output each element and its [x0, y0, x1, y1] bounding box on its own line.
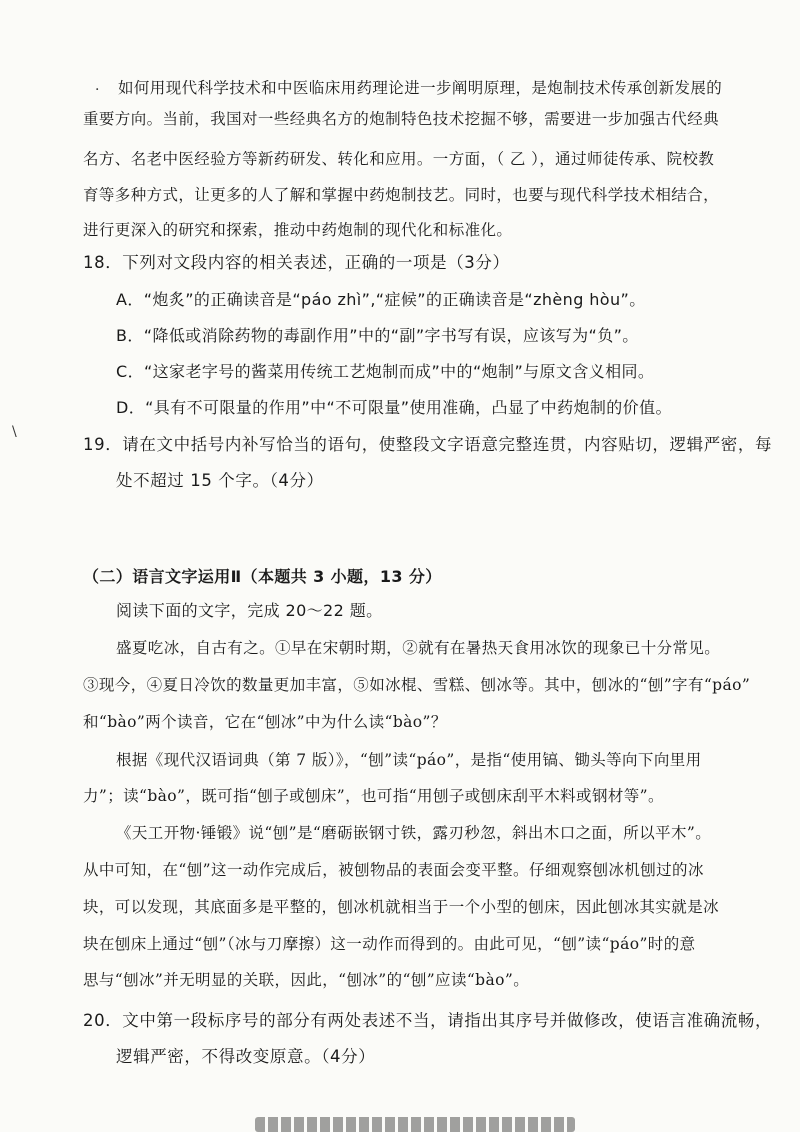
question-18-option-d: D．“具有不可限量的作用”中“不可限量”使用准确，凸显了中药炮制的价值。 [116, 398, 672, 417]
section-2-instruction: 阅读下面的文字，完成 20～22 题。 [116, 601, 383, 620]
passage2-line: ③现今，④夏日冷饮的数量更加丰富，⑤如冰棍、雪糕、刨冰等。其中，刨冰的“刨”字有“páo” [83, 676, 751, 694]
page-footer-cutoff [255, 1117, 575, 1132]
passage2-line: 根据《现代汉语词典（第 7 版）》，“刨”读“páo”，是指“使用镐、锄头等向下向里用 [116, 751, 702, 769]
passage2-line: 盛夏吃冰，自古有之。①早在宋朝时期，②就有在暑热天食用冰饮的现象已十分常见。 [116, 639, 721, 657]
passage1-line: 进行更深入的研究和探索，推动中药炮制的现代化和标准化。 [83, 221, 513, 239]
question-20-stem-cont: 逻辑严密，不得改变原意。（4分） [116, 1047, 376, 1066]
passage2-line: 块，可以发现，其底面多是平整的，刨冰机就相当于一个小型的刨床，因此刨冰其实就是冰 [83, 898, 720, 916]
question-19-stem-cont: 处不超过 15 个字。（4分） [116, 471, 324, 490]
passage2-line: 思与“刨冰”并无明显的关联，因此，“刨冰”的“刨”应读“bào”。 [83, 971, 530, 989]
passage2-line: 《天工开物·锤锻》说“刨”是“磨砺嵌钢寸铁，露刃秒忽，斜出木口之面，所以平木”。 [116, 824, 712, 842]
question-18-option-a: A．“炮炙”的正确读音是“páo zhì”,“症候”的正确读音是“zhèng hòu”。 [116, 290, 646, 309]
question-18-stem: 18．下列对文段内容的相关表述，正确的一项是（3分） [83, 253, 510, 272]
passage2-line: 力”；读“bào”，既可指“刨子或刨床”，也可指“用刨子或刨床刮平木料或钢材等”。 [83, 787, 664, 805]
question-18-option-b: B．“降低或消除药物的毒副作用”中的“副”字书写有误，应该写为“负”。 [116, 326, 639, 345]
scan-speck: · [95, 82, 100, 98]
passage2-line: 块在刨床上通过“刨”（冰与刀摩擦）这一动作而得到的。由此可见，“刨”读“páo”时的意 [83, 935, 696, 953]
question-18-option-c: C．“这家老字号的酱菜用传统工艺炮制而成”中的“炮制”与原文含义相同。 [116, 362, 655, 381]
question-19-stem: 19．请在文中括号内补写恰当的语句，使整段文字语意完整连贯，内容贴切，逻辑严密，每 [83, 435, 773, 454]
passage1-line: 育等多种方式，让更多的人了解和掌握中药炮制技艺。同时，也要与现代科学技术相结合， [83, 186, 720, 204]
passage1-line: 名方、名老中医经验方等新药研发、转化和应用。一方面，（ 乙 ），通过师徒传承、院校教 [83, 150, 715, 168]
passage2-line: 从中可知，在“刨”这一动作完成后，被刨物品的表面会变平整。仔细观察刨冰机刨过的冰 [83, 861, 704, 879]
question-20-stem: 20．文中第一段标序号的部分有两处表述不当，请指出其序号并做修改，使语言准确流畅， [83, 1011, 773, 1030]
passage2-line: 和“bào”两个读音，它在“刨冰”中为什么读“bào”？ [83, 713, 447, 731]
section-2-title: （二）语言文字运用Ⅱ（本题共 3 小题，13 分） [83, 567, 442, 586]
scan-speck: \ [12, 424, 17, 440]
passage1-line: 如何用现代科学技术和中医临床用药理论进一步阐明原理，是炮制技术传承创新发展的 [118, 79, 723, 97]
passage1-line: 重要方向。当前，我国对一些经典名方的炮制特色技术挖掘不够，需要进一步加强古代经典 [83, 110, 720, 128]
